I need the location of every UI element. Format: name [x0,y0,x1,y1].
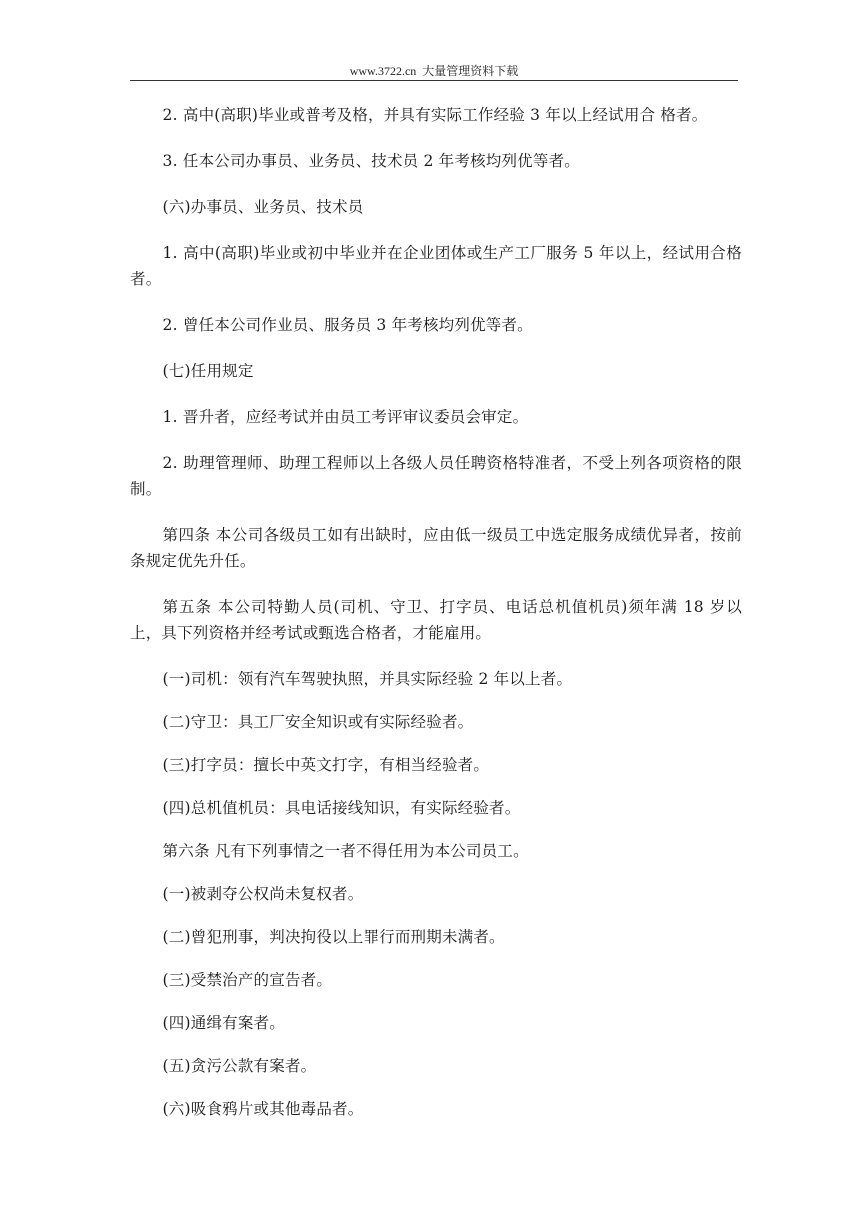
list-item: (四)通缉有案者。 [162,1014,285,1032]
paragraph: 3. 任本公司办事员、业务员、技术员 2 年考核均列优等者。 [162,152,580,170]
list-item: (四)总机值机员：具电话接线知识，有实际经验者。 [162,799,521,817]
paragraph: 2. 高中(高职)毕业或普考及格，并具有实际工作经验 3 年以上经试用合 格者。 [162,106,708,124]
list-item: (二)曾犯刑事，判决拘役以上罪行而刑期未满者。 [162,928,505,946]
paragraph: 1. 高中(高职)毕业或初中毕业并在企业团体或生产工厂服务 5 年以上，经试用合格者。 [130,244,742,288]
list-item: (三)受禁治产的宣告者。 [162,971,333,989]
article-paragraph: 第四条 本公司各级员工如有出缺时，应由低一级员工中选定服务成绩优异者，按前条规定优先升任。 [130,526,742,570]
section-heading: (七)任用规定 [162,362,254,380]
list-item: (二)守卫：具工厂安全知识或有实际经验者。 [162,713,474,731]
header-tagline: 大量管理资料下载 [422,64,519,78]
section-heading: (六)办事员、业务员、技术员 [162,198,364,216]
article-paragraph: 第五条 本公司特勤人员(司机、守卫、打字员、电话总机值机员)须年满 18 岁以上，具下列资格并经考试或甄选合格者，才能雇用。 [130,598,742,642]
list-item: (五)贪污公款有案者。 [162,1057,317,1075]
list-item: (三)打字员：擅长中英文打字，有相当经验者。 [162,756,490,774]
article-paragraph: 第六条 凡有下列事情之一者不得任用为本公司员工。 [162,842,529,860]
header-divider [130,80,738,81]
page-header [130,62,738,80]
list-item: (一)司机：领有汽车驾驶执照，并具实际经验 2 年以上者。 [162,670,573,688]
paragraph: 1. 晋升者，应经考试并由员工考评审议委员会审定。 [162,408,529,426]
list-item: (六)吸食鸦片或其他毒品者。 [162,1100,364,1118]
document-body [130,102,742,1139]
list-item: (一)被剥夺公权尚未复权者。 [162,885,364,903]
header-site: www.3722.cn [349,64,417,78]
paragraph: 2. 助理管理师、助理工程师以上各级人员任聘资格特准者，不受上列各项资格的限制。 [130,454,742,498]
paragraph: 2. 曾任本公司作业员、服务员 3 年考核均列优等者。 [162,316,533,334]
